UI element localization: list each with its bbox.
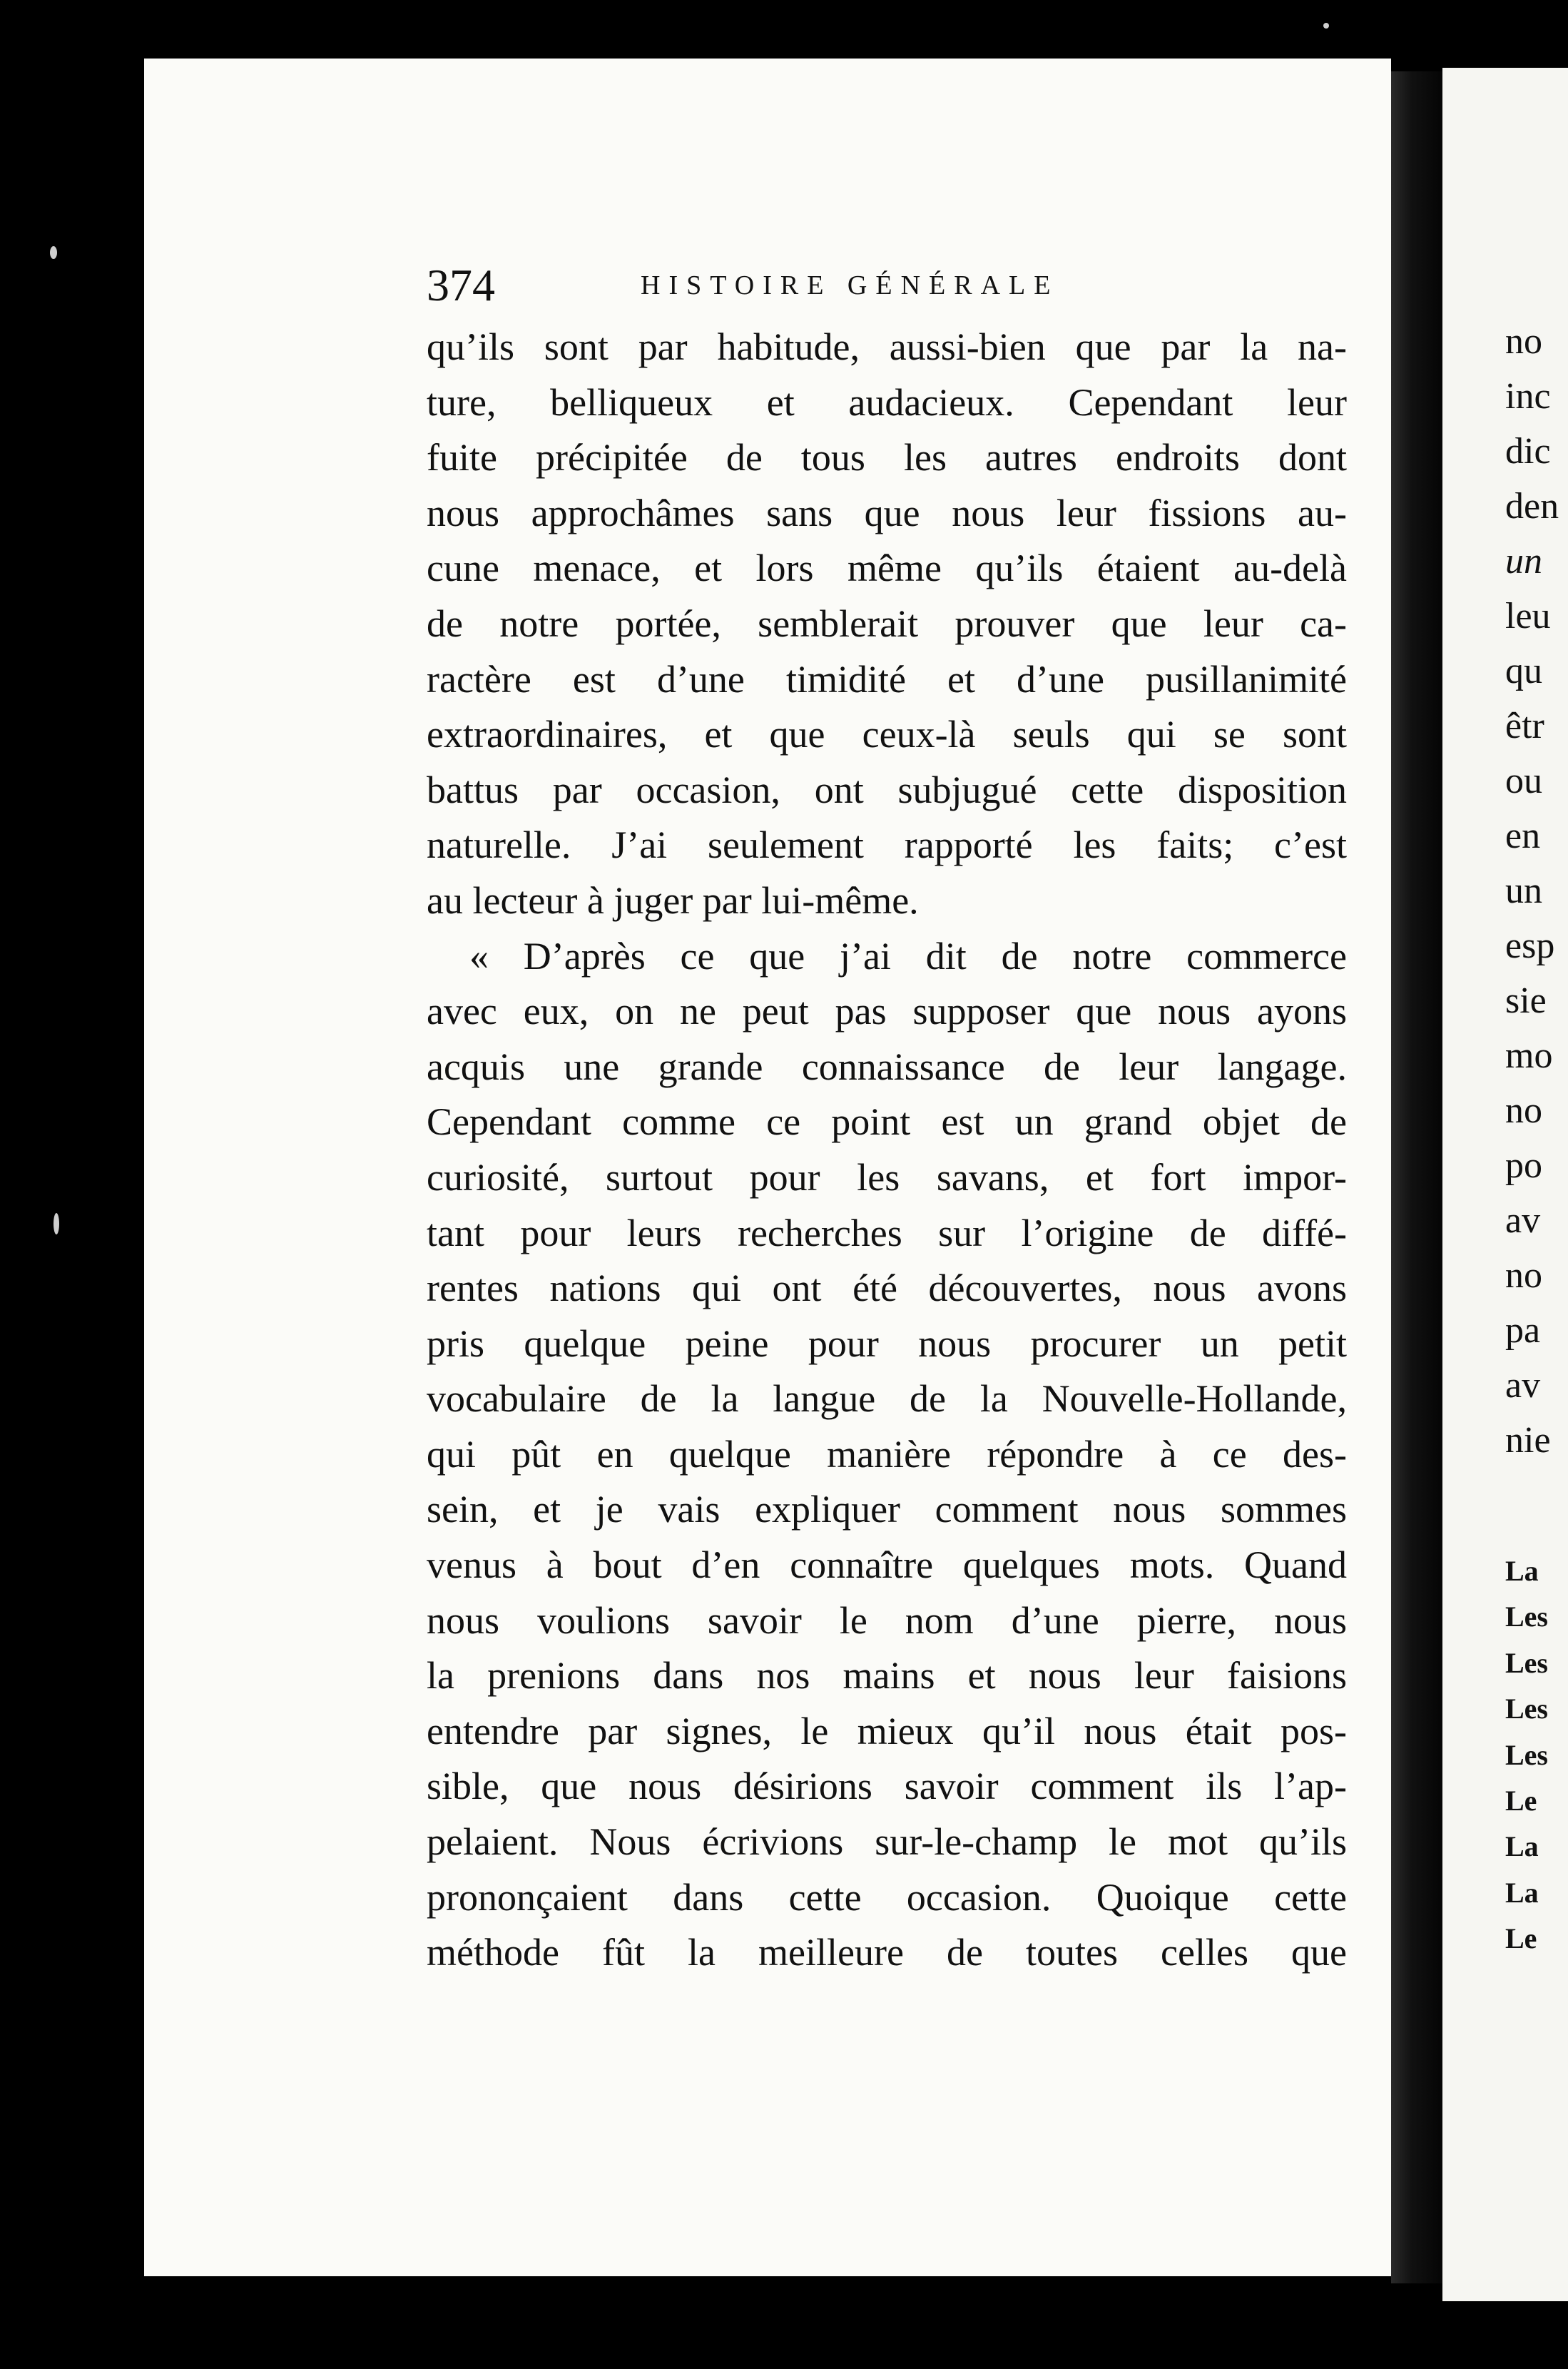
right-page-fragment: Les (1505, 1601, 1548, 1633)
right-page-fragment: no (1505, 1090, 1542, 1131)
text-line: prononçaient dans cette occasion. Quoique cette (427, 1875, 1347, 1919)
right-page-fragment: no (1505, 1255, 1542, 1296)
right-page-fragment: po (1505, 1145, 1542, 1186)
body-text (427, 320, 1347, 1981)
text-line: la prenions dans nos mains et nous leur faisions (427, 1654, 1347, 1698)
right-page-fragment: dic (1505, 431, 1551, 472)
right-page-fragment: mo (1505, 1035, 1553, 1076)
text-line: au lecteur à juger par lui-même. (427, 878, 919, 922)
right-page-fragment: Les (1505, 1646, 1548, 1679)
right-page-fragment: nie (1505, 1420, 1551, 1461)
right-page-fragment: La (1505, 1876, 1539, 1909)
right-page-fragment: den (1505, 486, 1559, 527)
text-line: cune menace, et lors même qu’ils étaient au-delà (427, 547, 1347, 590)
right-page-fragment: av (1505, 1365, 1541, 1406)
text-line: tant pour leurs recherches sur l’origine de diffé- (427, 1211, 1347, 1254)
text-line: vocabulaire de la langue de la Nouvelle-Hollande, (427, 1377, 1347, 1421)
text-line: battus par occasion, ont subjugué cette disposition (427, 768, 1347, 811)
text-line: naturelle. J’ai seulement rapporté les faits; c’est (427, 823, 1347, 867)
book-gutter (1391, 71, 1442, 2283)
right-page-fragment: en (1505, 816, 1541, 856)
right-page-fragment: qu (1505, 651, 1542, 691)
text-line: ture, belliqueux et audacieux. Cependant leur (427, 380, 1347, 424)
running-head-title: HISTOIRE GÉNÉRALE (641, 270, 1059, 300)
right-page-fragment: sie (1505, 980, 1547, 1021)
text-line: de notre portée, semblerait prouver que leur ca- (427, 602, 1347, 645)
scan-speck (1323, 23, 1329, 29)
right-page-fragment: La (1505, 1830, 1539, 1863)
text-line: rentes nations qui ont été découvertes, nous avons (427, 1267, 1347, 1310)
right-page-fragment: êtr (1505, 706, 1544, 746)
text-line: sein, et je vais expliquer comment nous sommes (427, 1488, 1347, 1531)
right-page-fragment: pa (1505, 1310, 1541, 1351)
text-line: méthode fût la meilleure de toutes celles que (427, 1931, 1347, 1974)
right-page-fragment: La (1505, 1555, 1539, 1587)
right-page-fragment: leu (1505, 596, 1551, 636)
right-page-fragment: un (1505, 541, 1542, 582)
right-page-fragment: esp (1505, 925, 1555, 966)
right-page-text-upper (1505, 314, 1568, 1468)
text-line: « D’après ce que j’ai dit de notre commerce (469, 934, 1347, 978)
right-page-fragment: Les (1505, 1693, 1548, 1725)
text-line: Cependant comme ce point est un grand objet de (427, 1100, 1347, 1144)
scan-speck (54, 1213, 59, 1234)
right-page-text-lower (1505, 1548, 1568, 1962)
text-line: curiosité, surtout pour les savans, et fort impor- (427, 1155, 1347, 1199)
text-line: qu’ils sont par habitude, aussi-bien que par la na- (427, 325, 1347, 368)
right-page-fragment: av (1505, 1200, 1541, 1241)
text-line: venus à bout d’en connaître quelques mots. Quand (427, 1543, 1347, 1587)
text-line: extraordinaires, et que ceux-là seuls qui se sont (427, 713, 1347, 756)
text-line: avec eux, on ne peut pas supposer que nous ayons (427, 990, 1347, 1033)
text-line: qui pût en quelque manière répondre à ce des- (427, 1432, 1347, 1476)
right-page-fragment: un (1505, 871, 1542, 911)
page-number: 374 (427, 260, 495, 310)
text-line: nous approchâmes sans que nous leur fissions au- (427, 491, 1347, 534)
scan-speck (50, 246, 57, 259)
running-head (427, 257, 1340, 314)
text-line: entendre par signes, le mieux qu’il nous était pos- (427, 1709, 1347, 1752)
right-page-fragment: Le (1505, 1784, 1537, 1817)
right-page-fragment: no (1505, 321, 1542, 362)
text-line: acquis une grande connaissance de leur langage. (427, 1045, 1347, 1088)
right-page-fragment: inc (1505, 376, 1551, 417)
text-line: ractère est d’une timidité et d’une pusillanimité (427, 657, 1347, 701)
text-line: fuite précipitée de tous les autres endroits dont (427, 436, 1347, 480)
text-line: nous voulions savoir le nom d’une pierre, nous (427, 1598, 1347, 1642)
text-line: sible, que nous désirions savoir comment ils l’ap- (427, 1765, 1347, 1808)
text-line: pris quelque peine pour nous procurer un petit (427, 1322, 1347, 1365)
right-page-fragment: ou (1505, 761, 1542, 801)
right-page-fragment: Le (1505, 1922, 1537, 1955)
right-page-fragment: Les (1505, 1738, 1548, 1771)
text-line: pelaient. Nous écrivions sur-le-champ le mot qu’ils (427, 1820, 1347, 1864)
